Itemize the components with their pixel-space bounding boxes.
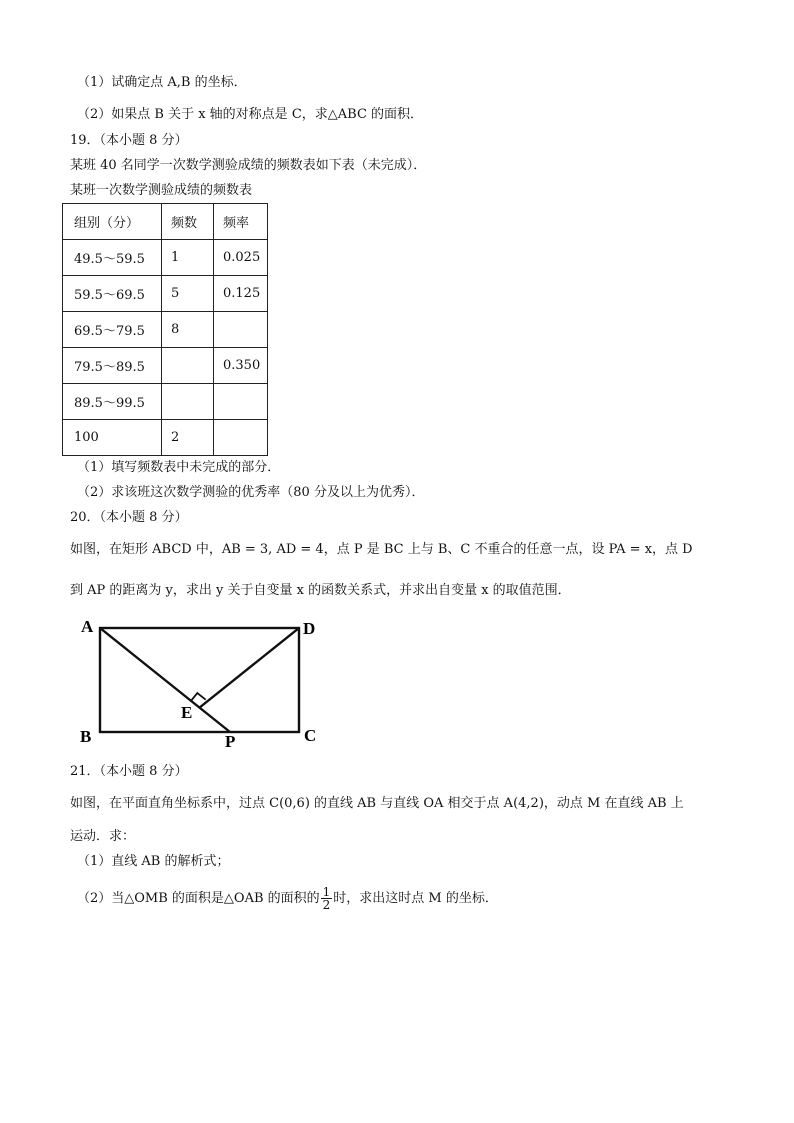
label-b: B [80, 727, 92, 746]
table-cell: 89.5～99.5 [63, 384, 162, 420]
q18-part1: （1）试确定点 A,B 的坐标． [77, 75, 247, 90]
q19-header: 19．（本小题 8 分） [70, 133, 188, 148]
table-row [63, 312, 268, 348]
q21-part1: （1）直线 AB 的解析式； [77, 854, 230, 869]
label-e: E [181, 703, 193, 722]
table-header-cell: 组别（分） [63, 204, 162, 240]
table-cell: 8 [162, 312, 214, 348]
table-cell: 79.5～89.5 [63, 348, 162, 384]
q21-line2: 运动．求： [70, 829, 136, 844]
fraction-denominator: 2 [322, 898, 331, 912]
label-a: A [81, 617, 94, 636]
table-cell: 100 [63, 420, 162, 456]
table-cell: 0.125 [214, 276, 268, 312]
fraction-numerator: 1 [322, 885, 331, 899]
rectangle-figure [76, 614, 336, 749]
label-p: P [225, 732, 236, 749]
table-cell: 59.5～69.5 [63, 276, 162, 312]
table-cell [214, 420, 268, 456]
table-cell: 69.5～79.5 [63, 312, 162, 348]
q19-table-title: 某班一次数学测验成绩的频数表 [70, 183, 253, 198]
fraction-one-half [321, 886, 333, 911]
table-row [63, 348, 268, 384]
q18-part2: （2）如果点 B 关于 x 轴的对称点是 C，求△ABC 的面积． [77, 107, 424, 122]
q20-line1: 如图，在矩形 ABCD 中，AB = 3, AD = 4，点 P 是 BC 上与 B、C 不重合的任意一点，设 PA = x，点 D [70, 542, 693, 557]
q20-header: 20．（本小题 8 分） [70, 510, 188, 525]
segment-de [199, 628, 299, 708]
right-angle-mark [191, 693, 206, 701]
table-cell [162, 384, 214, 420]
rectangle-abcd [100, 628, 299, 732]
table-cell: 2 [162, 420, 214, 456]
table-header-cell: 频率 [214, 204, 268, 240]
q19-intro: 某班 40 名同学一次数学测验成绩的频数表如下表（未完成）． [70, 158, 427, 173]
table-cell: 0.350 [214, 348, 268, 384]
segment-ap [100, 628, 230, 732]
table-cell [214, 384, 268, 420]
table-cell [214, 312, 268, 348]
q21-part2 [77, 886, 498, 911]
label-d: D [303, 619, 316, 638]
table-row [63, 420, 268, 456]
table-cell: 5 [162, 276, 214, 312]
label-c: C [304, 726, 317, 745]
table-cell: 1 [162, 240, 214, 276]
q21-line1: 如图，在平面直角坐标系中，过点 C(0,6) 的直线 AB 与直线 OA 相交于点 A(4,2)，动点 M 在直线 AB 上 [70, 796, 684, 811]
q21-part2-after: 时，求出这时点 M 的坐标． [333, 891, 498, 906]
table-row [63, 240, 268, 276]
q21-header: 21．（本小题 8 分） [70, 764, 188, 779]
q19-part2: （2）求该班这次数学测验的优秀率（80 分及以上为优秀）． [77, 485, 425, 500]
q20-line2: 到 AP 的距离为 y，求出 y 关于自变量 x 的函数关系式，并求出自变量 x 的取值范围． [70, 583, 571, 598]
table-cell: 0.025 [214, 240, 268, 276]
table-cell [162, 348, 214, 384]
table-cell: 49.5～59.5 [63, 240, 162, 276]
frequency-table [62, 203, 268, 456]
table-row [63, 384, 268, 420]
table-header-cell: 频数 [162, 204, 214, 240]
table-header-row [63, 204, 268, 240]
table-row [63, 276, 268, 312]
q19-part1: （1）填写频数表中未完成的部分． [77, 460, 281, 475]
q21-part2-before: （2）当△OMB 的面积是△OAB 的面积的 [77, 891, 320, 906]
